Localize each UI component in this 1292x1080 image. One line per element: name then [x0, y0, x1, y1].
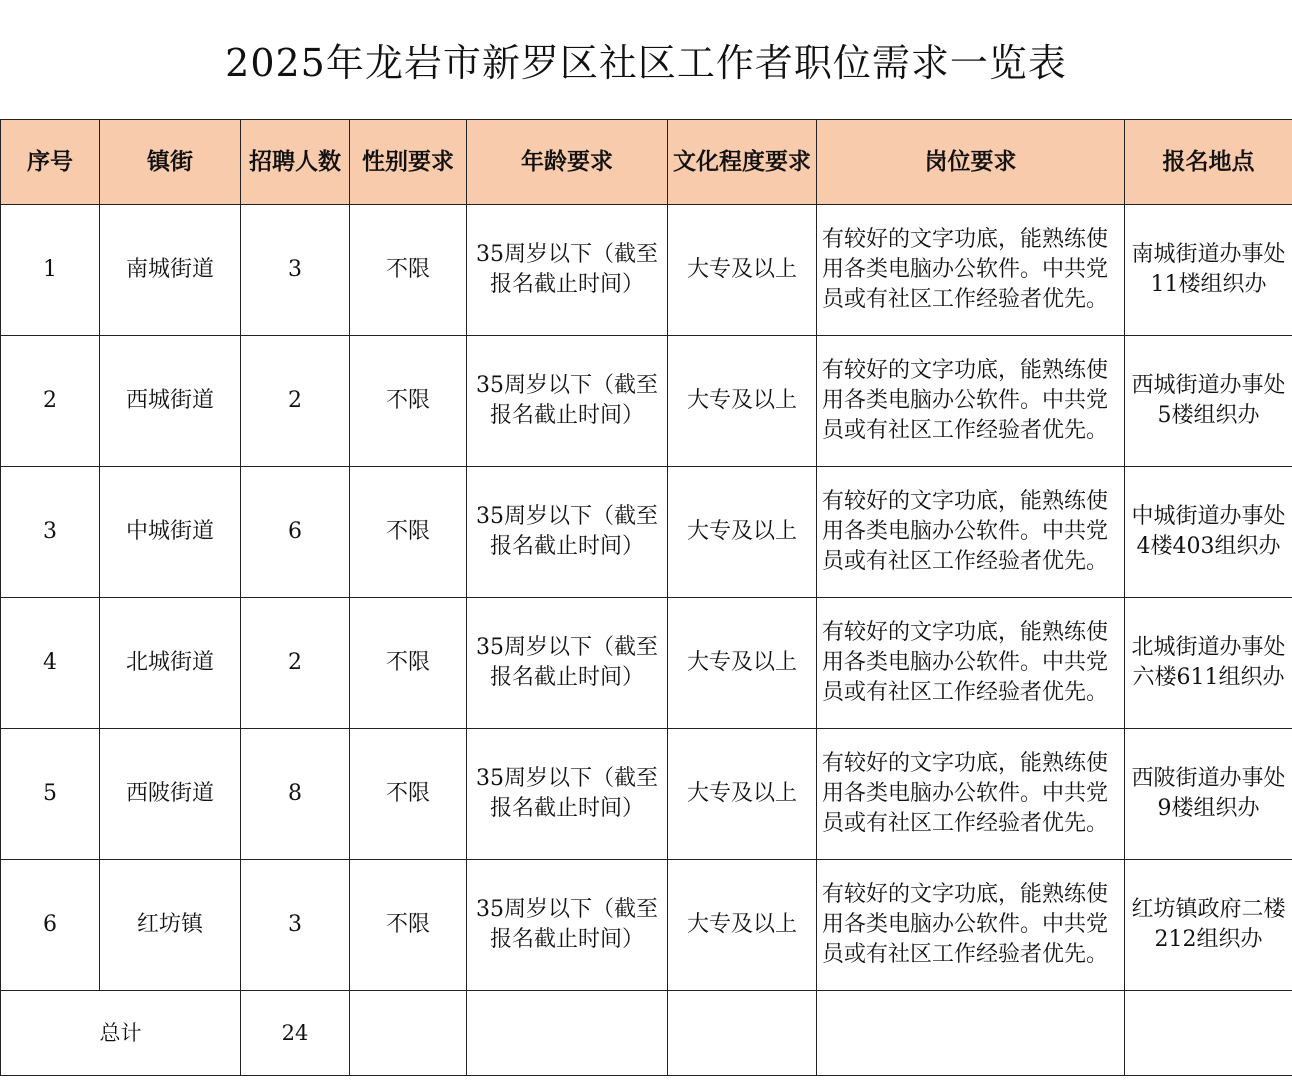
cell-street: 南城街道	[100, 205, 241, 336]
cell-requirement: 有较好的文字功底，能熟练使用各类电脑办公软件。中共党员或有社区工作经验者优先。	[817, 729, 1125, 860]
cell-gender: 不限	[350, 729, 467, 860]
cell-gender: 不限	[350, 336, 467, 467]
table-row	[1, 729, 1292, 860]
cell-requirement: 有较好的文字功底，能熟练使用各类电脑办公软件。中共党员或有社区工作经验者优先。	[817, 860, 1125, 991]
page-title: 2025年龙岩市新罗区社区工作者职位需求一览表	[225, 41, 1067, 85]
cell-location: 西陂街道办事处9楼组织办	[1125, 729, 1292, 860]
total-count: 24	[241, 991, 350, 1076]
header-street: 镇街	[100, 120, 241, 205]
cell-location: 中城街道办事处4楼403组织办	[1125, 467, 1292, 598]
cell-education: 大专及以上	[668, 467, 817, 598]
header-location: 报名地点	[1125, 120, 1292, 205]
cell-count: 2	[241, 598, 350, 729]
cell-requirement: 有较好的文字功底，能熟练使用各类电脑办公软件。中共党员或有社区工作经验者优先。	[817, 205, 1125, 336]
cell-index: 3	[1, 467, 100, 598]
cell-age: 35周岁以下（截至报名截止时间）	[467, 860, 668, 991]
cell-index: 4	[1, 598, 100, 729]
cell-requirement: 有较好的文字功底，能熟练使用各类电脑办公软件。中共党员或有社区工作经验者优先。	[817, 598, 1125, 729]
cell-index: 2	[1, 336, 100, 467]
empty-cell	[817, 991, 1125, 1076]
cell-education: 大专及以上	[668, 860, 817, 991]
empty-cell	[1125, 991, 1292, 1076]
cell-street: 红坊镇	[100, 860, 241, 991]
cell-street: 西城街道	[100, 336, 241, 467]
header-education: 文化程度要求	[668, 120, 817, 205]
cell-street: 北城街道	[100, 598, 241, 729]
header-index: 序号	[1, 120, 100, 205]
cell-age: 35周岁以下（截至报名截止时间）	[467, 336, 668, 467]
cell-index: 6	[1, 860, 100, 991]
cell-count: 2	[241, 336, 350, 467]
cell-education: 大专及以上	[668, 598, 817, 729]
cell-education: 大专及以上	[668, 205, 817, 336]
header-age: 年龄要求	[467, 120, 668, 205]
table-row	[1, 860, 1292, 991]
cell-street: 中城街道	[100, 467, 241, 598]
cell-count: 6	[241, 467, 350, 598]
cell-age: 35周岁以下（截至报名截止时间）	[467, 467, 668, 598]
cell-index: 5	[1, 729, 100, 860]
table-row	[1, 598, 1292, 729]
total-row	[1, 991, 1292, 1076]
empty-cell	[350, 991, 467, 1076]
header-gender: 性别要求	[350, 120, 467, 205]
cell-location: 西城街道办事处5楼组织办	[1125, 336, 1292, 467]
cell-location: 北城街道办事处六楼611组织办	[1125, 598, 1292, 729]
header-requirement: 岗位要求	[817, 120, 1125, 205]
cell-gender: 不限	[350, 598, 467, 729]
header-row	[1, 120, 1292, 205]
cell-requirement: 有较好的文字功底，能熟练使用各类电脑办公软件。中共党员或有社区工作经验者优先。	[817, 467, 1125, 598]
cell-count: 3	[241, 860, 350, 991]
cell-street: 西陂街道	[100, 729, 241, 860]
cell-education: 大专及以上	[668, 729, 817, 860]
cell-gender: 不限	[350, 467, 467, 598]
cell-education: 大专及以上	[668, 336, 817, 467]
table-row	[1, 467, 1292, 598]
cell-age: 35周岁以下（截至报名截止时间）	[467, 598, 668, 729]
cell-count: 3	[241, 205, 350, 336]
table-row	[1, 205, 1292, 336]
cell-age: 35周岁以下（截至报名截止时间）	[467, 729, 668, 860]
cell-gender: 不限	[350, 205, 467, 336]
cell-location: 红坊镇政府二楼212组织办	[1125, 860, 1292, 991]
total-label: 总计	[1, 991, 241, 1076]
cell-requirement: 有较好的文字功底，能熟练使用各类电脑办公软件。中共党员或有社区工作经验者优先。	[817, 336, 1125, 467]
cell-location: 南城街道办事处11楼组织办	[1125, 205, 1292, 336]
cell-gender: 不限	[350, 860, 467, 991]
empty-cell	[467, 991, 668, 1076]
table-row	[1, 336, 1292, 467]
header-count: 招聘人数	[241, 120, 350, 205]
cell-age: 35周岁以下（截至报名截止时间）	[467, 205, 668, 336]
cell-index: 1	[1, 205, 100, 336]
cell-count: 8	[241, 729, 350, 860]
recruitment-table	[0, 119, 1292, 1076]
empty-cell	[668, 991, 817, 1076]
